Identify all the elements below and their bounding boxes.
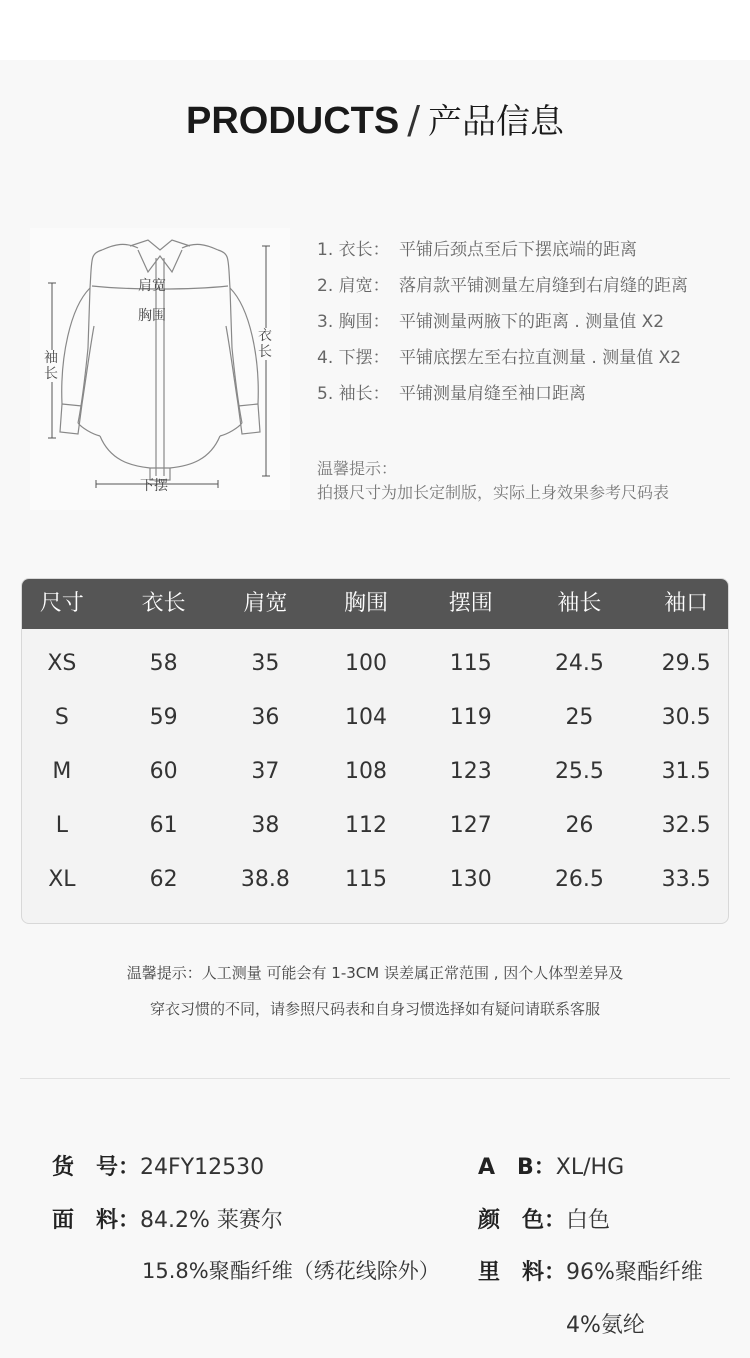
spec-lining: 里 料：96%聚酯纤维: [478, 1260, 703, 1285]
table-cell: 36: [251, 705, 280, 730]
table-cell: 24.5: [554, 651, 604, 676]
table-cell: 59: [149, 705, 178, 730]
table-cell: 58: [149, 651, 178, 676]
column-header: 摆围: [448, 591, 493, 616]
table-cell: 30.5: [661, 705, 711, 730]
measurement-note-line-1: 温馨提示：人工测量 可能会有 1-3CM 误差属正常范围 , 因个人体型差异及: [126, 964, 624, 982]
table-cell: 35: [251, 651, 280, 676]
shoulder-label: 肩宽: [138, 278, 166, 294]
table-cell: 29.5: [661, 651, 711, 676]
table-cell: 123: [449, 759, 492, 784]
table-cell: S: [54, 705, 69, 730]
table-cell: 37: [251, 759, 280, 784]
spec-fabric: 面 料：84.2% 莱赛尔: [52, 1208, 283, 1233]
hem-label: 下摆: [140, 478, 168, 494]
table-cell: 61: [149, 813, 178, 838]
shirt-illustration: [30, 228, 290, 510]
divider: [20, 1078, 730, 1079]
table-header: [22, 579, 728, 629]
table-cell: L: [55, 813, 69, 838]
size-table: [21, 578, 729, 924]
collar-points: [138, 250, 182, 272]
title-en: PRODUCTS: [185, 100, 400, 142]
measurement-definitions: [317, 236, 737, 416]
column-header: 肩宽: [243, 591, 288, 616]
title-zh: 产品信息: [428, 102, 565, 142]
table-cell: XL: [48, 867, 76, 892]
table-row: [22, 853, 728, 907]
table-cell: 104: [345, 705, 388, 730]
table-cell: 62: [149, 867, 178, 892]
definition-item: 1. 衣长： 平铺后颈点至后下摆底端的距离: [317, 240, 637, 260]
table-cell: 130: [449, 867, 492, 892]
photo-tip: [317, 457, 669, 505]
table-cell: 33.5: [661, 867, 711, 892]
definition-item: 2. 肩宽： 落肩款平铺测量左肩缝到右肩缝的距离: [317, 276, 688, 296]
definition-item: 5. 袖长： 平铺测量肩缝至袖口距离: [317, 384, 586, 404]
table-cell: 38: [251, 813, 280, 838]
table-cell: 26.5: [554, 867, 604, 892]
right-body-outline: [218, 250, 242, 423]
table-cell: 32.5: [661, 813, 711, 838]
table-row: [22, 799, 728, 853]
definition-item: 4. 下摆： 平铺底摆左至右拉直测量 . 测量值 X2: [317, 348, 682, 368]
spec-fabric-2: 15.8%聚酯纤维（绣花线除外）: [142, 1259, 440, 1283]
definition-item: 3. 胸围： 平铺测量两腋下的距离 . 测量值 X2: [317, 312, 665, 332]
page-title: [0, 94, 750, 143]
table-cell: M: [52, 759, 72, 784]
table-cell: 119: [449, 705, 492, 730]
chest-label: 胸围: [138, 308, 166, 324]
title-separator: /: [407, 98, 421, 142]
top-band: [0, 0, 750, 60]
tip-text: 拍摄尺寸为加长定制版，实际上身效果参考尺码表: [317, 483, 670, 502]
column-header: 衣长: [141, 591, 186, 616]
length-label: 衣长: [258, 328, 272, 360]
table-cell: 115: [449, 651, 492, 676]
table-cell: 31.5: [661, 759, 711, 784]
table-cell: 112: [345, 813, 388, 838]
table-cell: 25: [565, 705, 594, 730]
spec-color: 颜 色：白色: [478, 1208, 611, 1233]
column-header: 尺寸: [39, 591, 84, 616]
tip-title: 温馨提示：: [317, 459, 398, 478]
table-cell: 60: [149, 759, 178, 784]
left-body-outline: [78, 250, 102, 423]
spec-ab: A B：XL/HG: [478, 1155, 625, 1180]
table-cell: 26: [565, 813, 594, 838]
table-cell: 38.8: [240, 867, 290, 892]
table-row: [22, 745, 728, 799]
column-header: 胸围: [344, 591, 389, 616]
shirt-diagram: [30, 228, 290, 510]
table-row: [22, 691, 728, 745]
table-cell: 100: [345, 651, 388, 676]
spec-lining-2: 4%氨纶: [566, 1313, 645, 1338]
column-header: 袖长: [557, 591, 602, 616]
table-row: [22, 637, 728, 691]
column-header: 袖口: [664, 591, 709, 616]
sleeve-label: 袖长: [44, 350, 58, 382]
hem-curve: [100, 436, 220, 468]
spec-item-no: 货 号：24FY12530: [52, 1155, 265, 1180]
table-cell: 115: [345, 867, 388, 892]
table-cell: 108: [345, 759, 388, 784]
table-cell: 127: [449, 813, 492, 838]
table-cell: XS: [47, 651, 77, 676]
measurement-note-line-2: 穿衣习惯的不同，请参照尺码表和自身习惯选择如有疑问请联系客服: [149, 1000, 600, 1018]
collar-top: [130, 240, 190, 250]
table-cell: 25.5: [554, 759, 604, 784]
